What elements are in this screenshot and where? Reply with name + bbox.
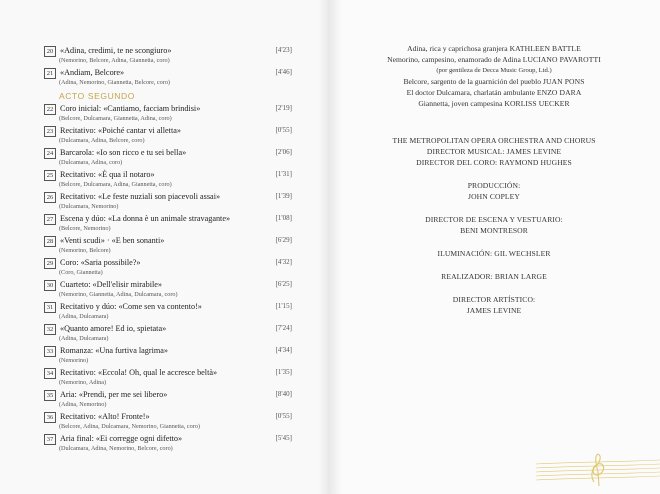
track-number: 23 (44, 126, 56, 137)
production-label: PRODUCCIÓN: (467, 181, 521, 190)
cast-role: Belcore, sargento de la guarnición del pueblo (403, 77, 542, 86)
track-cast: (Dulcamara, Adina, Nemorino, Belcore, coro) (59, 445, 173, 452)
track-item (44, 411, 292, 431)
track-cast: (Adina, Nemorino) (59, 401, 107, 408)
musical-director-credit: DIRECTOR MUSICAL: JAMES LEVINE (426, 147, 562, 156)
credits-block (342, 43, 646, 316)
track-cast: (Belcore, Dulcamara, Giannetta, Adina, coro) (59, 115, 172, 122)
track-cast: (Nemorino, Belcore, Adina, Giannetta, coro) (59, 57, 170, 64)
track-number: 20 (44, 46, 56, 57)
track-number: 27 (44, 214, 56, 225)
track-cast: (Nemorino, Giannetta, Adina, Dulcamara, coro) (59, 291, 178, 298)
track-number: 26 (44, 192, 56, 203)
track-duration: [8'40] (275, 390, 292, 398)
track-list (44, 45, 292, 455)
track-cast: (Belcore, Dulcamara, Adina, Giannetta, coro) (59, 181, 172, 188)
track-item (44, 213, 292, 233)
track-duration: [2'19] (275, 104, 292, 112)
track-cast: (Belcore, Adina, Dulcamara, Nemorino, Giannetta, coro) (59, 423, 200, 430)
track-title: Aria: «Prendi, per me sei libero» (60, 390, 168, 399)
act-heading: ACTO SEGUNDO (59, 91, 135, 101)
track-cast: (Adina, Nemorino, Giannetta, Belcore, coro) (59, 79, 170, 86)
track-title: Recitativo: «Alto! Fronte!» (60, 412, 150, 421)
track-title: Recitativo: «Le feste nuziali son piacevoli assai» (60, 192, 221, 201)
track-title: Cuarteto: «Dell'elisir mirabile» (60, 280, 162, 289)
track-duration: [6'29] (275, 236, 292, 244)
cast-role: Giannetta, joven campesina (418, 99, 503, 108)
track-item (44, 433, 292, 453)
track-number: 36 (44, 412, 56, 423)
track-cast: (Nemorino, Belcore) (59, 247, 111, 254)
track-item (44, 235, 292, 255)
track-duration: [1'31] (275, 170, 292, 178)
design-name: BENI MONTRESOR (460, 226, 528, 235)
cast-name: KORLISS UECKER (504, 99, 570, 108)
track-title: Recitativo y dúo: «Come sen va contento!» (60, 302, 202, 311)
track-number: 30 (44, 280, 56, 291)
cast-note: (por gentileza de Decca Music Group, Ltd.) (436, 67, 552, 74)
track-number: 33 (44, 346, 56, 357)
track-title: Recitativo: «Eccola! Oh, qual le accresce beltà» (60, 368, 218, 377)
cast-line (342, 54, 646, 65)
track-item (44, 67, 292, 87)
track-cast: (Coro, Giannetta) (59, 269, 103, 276)
track-item (44, 125, 292, 145)
cast-name: LUCIANO PAVAROTTI (522, 55, 601, 64)
track-number: 24 (44, 148, 56, 159)
track-number: 25 (44, 170, 56, 181)
cast-role: Adina, rica y caprichosa granjera (407, 44, 508, 53)
director-credit: REALIZADOR: BRIAN LARGE (441, 272, 547, 281)
track-item (44, 389, 292, 409)
track-duration: [4'46] (275, 68, 292, 76)
track-number: 28 (44, 236, 56, 247)
lighting-credit: ILUMINACIÓN: GIL WECHSLER (437, 249, 551, 258)
track-duration: [5'45] (275, 434, 292, 442)
track-duration: [7'24] (275, 324, 292, 332)
artistic-director-name: JAMES LEVINE (466, 306, 522, 315)
track-number: 29 (44, 258, 56, 269)
track-number: 21 (44, 68, 56, 79)
track-item (44, 45, 292, 65)
cast-role: El doctor Dulcamara, charlatán ambulante (406, 88, 535, 97)
track-duration: [1'39] (275, 192, 292, 200)
cast-line (342, 98, 646, 109)
chorus-director-credit: DIRECTOR DEL CORO: RAYMOND HUGHES (416, 158, 572, 167)
track-title: Aria final: «Ei corregge ogni difetto» (60, 434, 183, 443)
track-item (44, 367, 292, 387)
track-item (44, 301, 292, 321)
track-title: «Quanto amore! Ed io, spietata» (60, 324, 167, 333)
track-duration: [1'15] (275, 302, 292, 310)
cast-role: Nemorino, campesino, enamorado de Adina (387, 55, 521, 64)
cast-name: KATHLEEN BATTLE (509, 44, 581, 53)
track-number: 34 (44, 368, 56, 379)
track-cast: (Adina, Dulcamara) (59, 313, 109, 320)
track-title: «Andiam, Belcore» (60, 68, 125, 77)
treble-clef-staff-icon (536, 452, 660, 488)
track-item (44, 345, 292, 365)
design-label: DIRECTOR DE ESCENA Y VESTUARIO: (425, 215, 563, 224)
cast-line (342, 87, 646, 98)
track-title: «Venti scudi» · «E ben sonanti» (60, 236, 165, 245)
track-duration: [0'55] (275, 412, 292, 420)
track-title: Barcarola: «Io son ricco e tu sei bella» (60, 148, 187, 157)
track-cast: (Nemorino, Adina) (59, 379, 107, 386)
track-number: 37 (44, 434, 56, 445)
track-title: «Adina, credimi, te ne scongiuro» (60, 46, 172, 55)
track-title: Coro: «Saria possibile?» (60, 258, 141, 267)
track-title: Romanza: «Una furtiva lagrima» (60, 346, 168, 355)
track-number: 31 (44, 302, 56, 313)
track-item (44, 147, 292, 167)
track-duration: [1'08] (275, 214, 292, 222)
track-item (44, 279, 292, 299)
track-cast: (Adina, Dulcamara) (59, 335, 109, 342)
track-number: 32 (44, 324, 56, 335)
track-title: Coro inicial: «Cantiamo, facciam brindisi» (60, 104, 201, 113)
right-page (328, 0, 660, 494)
track-item (44, 323, 292, 343)
cast-name: JUAN PONS (542, 77, 585, 86)
left-page (0, 0, 328, 494)
track-cast: (Nemorino) (59, 357, 89, 364)
cast-line (342, 43, 646, 54)
track-item (44, 103, 292, 123)
track-duration: [2'06] (275, 148, 292, 156)
cast-line (342, 76, 646, 87)
cast-name: ENZO DARA (536, 88, 582, 97)
track-title: Recitativo: «Poiché cantar vi alletta» (60, 126, 181, 135)
track-title: Recitativo: «È qua il notaro» (60, 170, 155, 179)
orchestra-credit: THE METROPOLITAN OPERA ORCHESTRA AND CHORUS (392, 136, 596, 145)
track-duration: [0'55] (275, 126, 292, 134)
artistic-director-label: DIRECTOR ARTÍSTICO: (452, 295, 536, 304)
production-name: JOHN COPLEY (468, 192, 520, 201)
track-item (44, 257, 292, 277)
track-duration: [1'35] (275, 368, 292, 376)
track-number: 35 (44, 390, 56, 401)
track-title: Escena y dúo: «La donna è un animale stravagante» (60, 214, 231, 223)
track-item (44, 191, 292, 211)
track-duration: [4'34] (275, 346, 292, 354)
track-item (44, 169, 292, 189)
track-duration: [4'23] (275, 46, 292, 54)
track-cast: (Dulcamara, Adina, Belcore, coro) (59, 137, 145, 144)
track-cast: (Dulcamara, Nemorino) (59, 203, 119, 210)
track-number: 22 (44, 104, 56, 115)
track-duration: [4'32] (275, 258, 292, 266)
track-cast: (Dulcamara, Adina, coro) (59, 159, 123, 166)
track-duration: [6'25] (275, 280, 292, 288)
track-cast: (Belcore, Nemorino) (59, 225, 111, 232)
